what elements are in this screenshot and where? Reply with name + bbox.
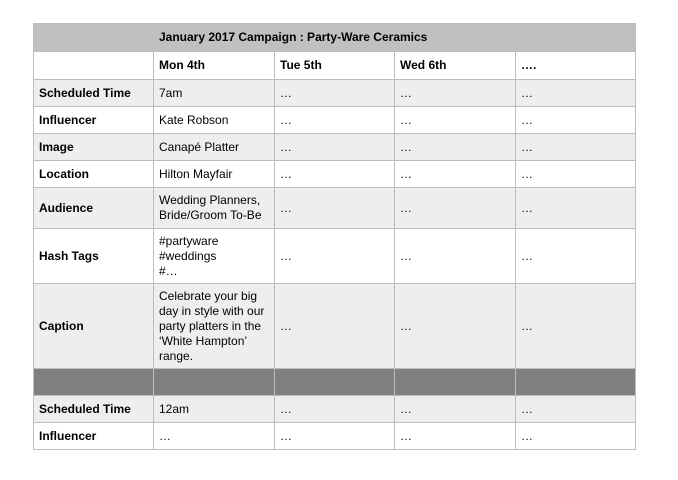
table-cell: [395, 107, 516, 134]
table-cell: [275, 134, 395, 161]
cell-text: …: [400, 200, 412, 215]
table-cell: [154, 107, 275, 134]
row-label: Caption: [34, 284, 154, 369]
table-cell: [395, 80, 516, 107]
cell-text: …: [521, 139, 533, 154]
table-cell: [395, 134, 516, 161]
table-cell: [154, 229, 275, 284]
table-cell: [516, 423, 636, 450]
cell-text: …: [521, 200, 533, 215]
cell-text: …: [400, 166, 412, 181]
table-cell: [275, 80, 395, 107]
cell-text: Wedding Planners,: [159, 193, 261, 207]
cell-text: …: [400, 428, 412, 443]
table-row: [34, 284, 636, 369]
cell-text: …: [159, 428, 171, 443]
table-cell: [395, 229, 516, 284]
cell-text: Kate Robson: [159, 112, 229, 127]
divider-cell: [154, 369, 275, 396]
title-corner-cell: [34, 24, 154, 52]
table-cell: [154, 80, 275, 107]
table-cell: [516, 229, 636, 284]
cell-text: Celebrate your big: [159, 288, 258, 303]
table-cell: [516, 284, 636, 369]
cell-text: #weddings: [159, 248, 217, 263]
cell-text: 7am: [159, 85, 183, 100]
cell-text: …: [521, 85, 533, 100]
cell-text: ‘White Hampton’: [159, 333, 248, 348]
table-cell: [395, 188, 516, 229]
table-cell: [275, 161, 395, 188]
table-cell: [154, 134, 275, 161]
header-cell: Tue 5th: [275, 52, 395, 80]
table-cell: [395, 161, 516, 188]
table-cell: [275, 229, 395, 284]
table-row: [34, 107, 636, 134]
cell-text: …: [521, 428, 533, 443]
cell-text: …: [521, 318, 533, 333]
cell-text: …: [521, 112, 533, 127]
table-cell: [516, 107, 636, 134]
cell-text: Hilton Mayfair: [159, 166, 233, 181]
header-cell: [34, 52, 154, 80]
cell-text: #…: [159, 263, 178, 278]
table-row: [34, 229, 636, 284]
cell-text: …: [280, 318, 292, 333]
table-cell: [154, 161, 275, 188]
cell-text: …: [280, 401, 292, 416]
cell-text: 12am: [159, 401, 190, 416]
table-cell: [516, 161, 636, 188]
header-cell: Wed 6th: [395, 52, 516, 80]
header-row: [34, 52, 636, 80]
row-label: Hash Tags: [34, 229, 154, 284]
cell-text: …: [521, 248, 533, 263]
campaign-table: [33, 23, 636, 450]
table-cell: [516, 134, 636, 161]
header-cell: Mon 4th: [154, 52, 275, 80]
campaign-title: January 2017 Campaign : Party-Ware Ceramics: [154, 24, 636, 52]
table-cell: [516, 188, 636, 229]
table-cell: [154, 284, 275, 369]
cell-text: …: [280, 85, 292, 100]
divider-cell: [516, 369, 636, 396]
cell-text: …: [280, 139, 292, 154]
row-label: Scheduled Time: [34, 396, 154, 423]
table-cell: [395, 423, 516, 450]
cell-text: Canapé Platter: [159, 139, 240, 154]
divider-row: [34, 369, 636, 396]
cell-text: …: [280, 428, 292, 443]
cell-text: range.: [159, 348, 194, 363]
divider-cell: [395, 369, 516, 396]
cell-text: …: [400, 318, 412, 333]
row-label: Scheduled Time: [34, 80, 154, 107]
table-cell: [516, 80, 636, 107]
cell-text: day in style with our: [159, 303, 265, 318]
cell-text: …: [400, 112, 412, 127]
cell-text: …: [521, 401, 533, 416]
table-row: [34, 161, 636, 188]
divider-cell: [275, 369, 395, 396]
title-row: [34, 24, 636, 52]
row-label: Audience: [34, 188, 154, 229]
table-cell: [275, 188, 395, 229]
table-row: [34, 423, 636, 450]
cell-text: …: [400, 248, 412, 263]
cell-text: …: [280, 248, 292, 263]
divider-cell: [34, 369, 154, 396]
table-row: [34, 188, 636, 229]
table-row: [34, 80, 636, 107]
cell-text: …: [280, 200, 292, 215]
row-label: Image: [34, 134, 154, 161]
table-cell: [154, 188, 275, 229]
cell-text: party platters in the: [159, 318, 262, 333]
row-label: Influencer: [34, 107, 154, 134]
table-cell: [275, 423, 395, 450]
cell-text: …: [521, 166, 533, 181]
cell-text: …: [280, 166, 292, 181]
table-cell: [395, 396, 516, 423]
table-cell: [154, 423, 275, 450]
cell-text: …: [280, 112, 292, 127]
header-cell: ….: [516, 52, 636, 80]
table-cell: [154, 396, 275, 423]
table-cell: [395, 284, 516, 369]
cell-text: …: [400, 85, 412, 100]
table-cell: [275, 107, 395, 134]
row-label: Influencer: [34, 423, 154, 450]
table-cell: [275, 396, 395, 423]
cell-text: #partyware: [159, 233, 219, 248]
cell-text: …: [400, 139, 412, 154]
table-row: [34, 134, 636, 161]
cell-text: …: [400, 401, 412, 416]
table-cell: [516, 396, 636, 423]
table-row: [34, 396, 636, 423]
cell-text: Bride/Groom To-Be: [159, 208, 262, 222]
table-cell: [275, 284, 395, 369]
row-label: Location: [34, 161, 154, 188]
